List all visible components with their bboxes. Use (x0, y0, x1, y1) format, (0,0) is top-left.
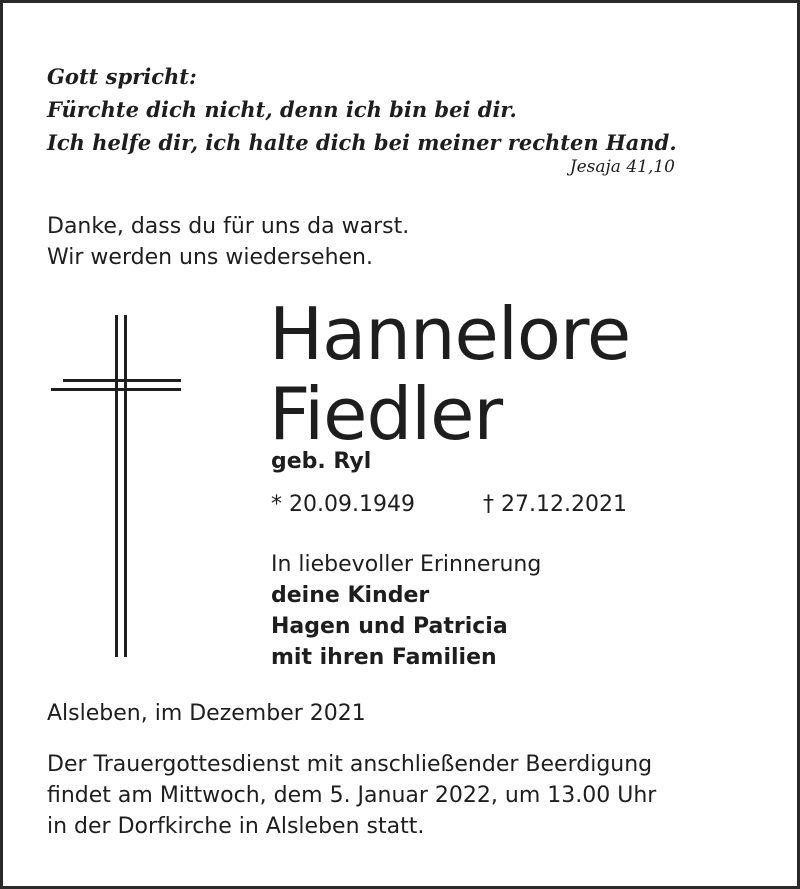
funeral-service-info (47, 749, 656, 842)
last-name: Fiedler (269, 372, 503, 456)
memory-block (271, 549, 541, 673)
verse-line: Fürchte dich nicht, denn ich bin bei dir. (47, 97, 517, 122)
bible-verse (47, 60, 677, 159)
service-line: Der Trauergottesdienst mit anschließender Beerdigung (47, 752, 653, 777)
birth-date: * 20.09.1949 (271, 492, 415, 517)
place-date: Alsleben, im Dezember 2021 (47, 701, 366, 726)
birth-name: geb. Ryl (271, 449, 372, 474)
service-line: findet am Mittwoch, dem 5. Januar 2022, um 13.00 Uhr (47, 783, 657, 808)
verse-source: Jesaja 41,10 (569, 157, 675, 177)
mourner-line: Hagen und Patricia (271, 614, 508, 639)
verse-line: Gott spricht: (47, 64, 197, 89)
death-date: † 27.12.2021 (483, 492, 627, 517)
cross-icon (51, 315, 185, 657)
memory-intro: In liebevoller Erinnerung (271, 552, 542, 577)
first-name: Hannelore (269, 292, 631, 376)
verse-line: Ich helfe dir, ich halte dich bei meiner rechten Hand. (47, 130, 677, 155)
mourner-line: deine Kinder (271, 583, 430, 608)
thanks-line: Danke, dass du für uns da warst. (47, 214, 410, 239)
mourner-line: mit ihren Familien (271, 645, 497, 670)
thanks-text (47, 211, 409, 273)
thanks-line: Wir werden uns wiedersehen. (47, 245, 373, 270)
service-line: in der Dorfkirche in Alsleben statt. (47, 814, 425, 839)
